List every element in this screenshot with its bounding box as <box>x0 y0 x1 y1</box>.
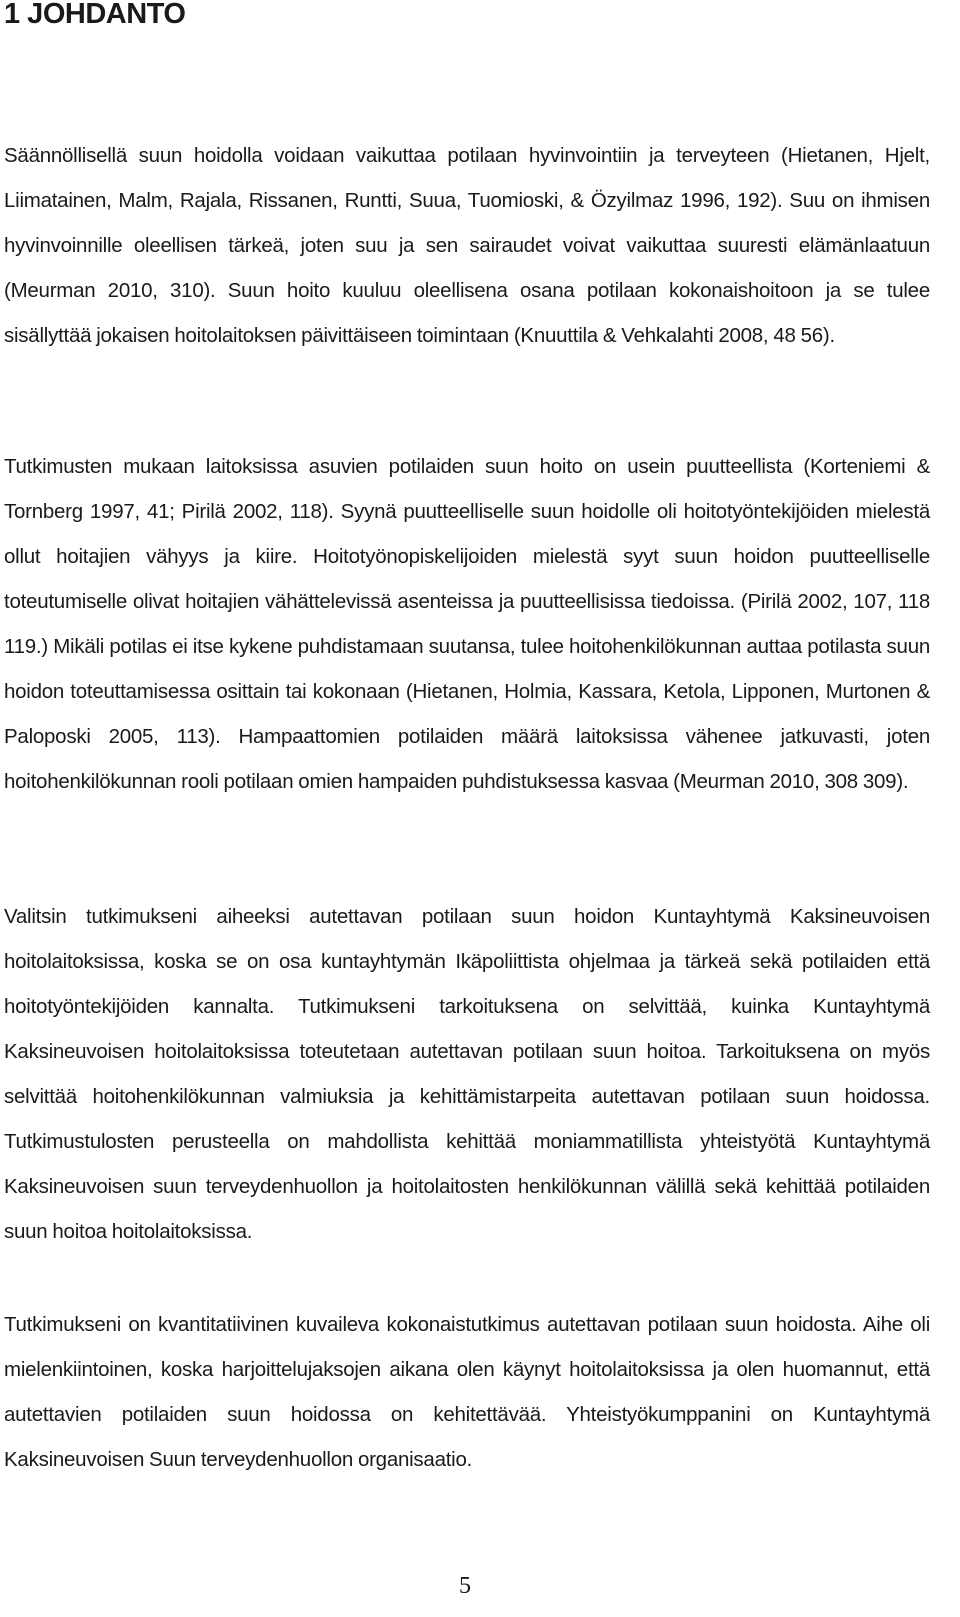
body-paragraph: Säännöllisellä suun hoidolla voidaan vaikuttaa potilaan hyvinvointiin ja terveyteen (Hietanen, Hjelt, Liimatainen, Malm, Rajala, Rissanen, Runtti, Suua, Tuomioski, & Özyilmaz 1996, 192). Suu on ihmisen hyvinvoinnille oleellisen tärkeä, joten suu ja sen sairaudet voivat vaikuttaa suuresti elämänlaatuun (Meurman 2010, 310). Suun hoito kuuluu oleellisena osana potilaan kokonaishoitoon ja se tulee sisällyttää jokaisen hoitolaitoksen päivittäiseen toimintaan (Knuuttila & Vehkalahti 2008, 48 56). <box>4 144 930 347</box>
body-paragraph: Tutkimusten mukaan laitoksissa asuvien potilaiden suun hoito on usein puutteellista (Korteniemi & Tornberg 1997, 41; Pirilä 2002, 118). Syynä puutteelliselle suun hoidolle oli hoitotyöntekijöiden mielestä ollut hoitajien vähyys ja kiire. Hoitotyönopiskelijoiden mielestä syyt suun hoidon puutteelliselle toteutumiselle olivat hoitajien vähättelevissä asenteissa ja puutteellisissa tiedoissa. (Pirilä 2002, 107, 118 119.) Mikäli potilas ei itse kykene puhdistamaan suutansa, tulee hoitohenkilökunnan auttaa potilasta suun hoidon toteuttamisessa osittain tai kokonaan (Hietanen, Holmia, Kassara, Ketola, Lipponen, Murtonen & Paloposki 2005, 113). Hampaattomien potilaiden määrä laitoksissa vähenee jatkuvasti, joten hoitohenkilökunnan rooli potilaan omien hampaiden puhdistuksessa kasvaa (Meurman 2010, 308 309). <box>4 455 930 793</box>
body-paragraph: Tutkimukseni on kvantitatiivinen kuvaileva kokonaistutkimus autettavan potilaan suun hoidosta. Aihe oli mielenkiintoinen, koska harjoittelujaksojen aikana olen käynyt hoitolaitoksissa ja olen huomannut, että autettavien potilaiden suun hoidossa on kehitettävää. Yhteistyökumppanini on Kuntayhtymä Kaksineuvoisen Suun terveydenhuollon organisaatio. <box>4 1313 930 1471</box>
body-paragraph: Valitsin tutkimukseni aiheeksi autettavan potilaan suun hoidon Kuntayhtymä Kaksineuvoisen hoitolaitoksissa, koska se on osa kuntayhtymän Ikäpoliittista ohjelmaa ja tärkeä sekä potilaiden että hoitotyöntekijöiden kannalta. Tutkimukseni tarkoituksena on selvittää, kuinka Kuntayhtymä Kaksineuvoisen hoitolaitoksissa toteutetaan autettavan potilaan suun hoitoa. Tarkoituksena on myös selvittää hoitohenkilökunnan valmiuksia ja kehittämistarpeita autettavan potilaan suun hoidossa. Tutkimustulosten perusteella on mahdollista kehittää moniammatillista yhteistyötä Kuntayhtymä Kaksineuvoisen suun terveydenhuollon ja hoitolaitosten henkilökunnan välillä sekä kehittää potilaiden suun hoitoa hoitolaitoksissa. <box>4 905 930 1243</box>
chapter-heading: 1 JOHDANTO <box>4 0 186 30</box>
page-number: 5 <box>459 1573 471 1599</box>
